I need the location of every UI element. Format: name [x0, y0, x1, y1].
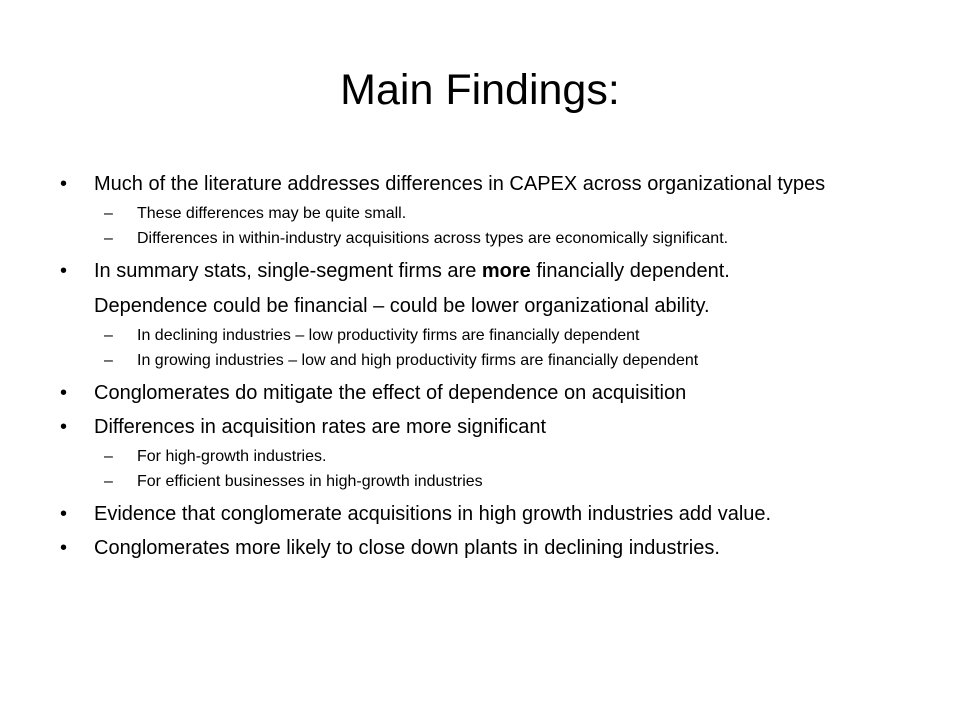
- dash-icon: –: [104, 205, 113, 222]
- bullet-text: Evidence that conglomerate acquisitions in high growth industries add value.: [94, 503, 772, 525]
- sub-bullet-item: [60, 229, 900, 249]
- bullet-item: [60, 415, 900, 439]
- bullet-icon: •: [60, 537, 68, 559]
- bullet-item: [60, 536, 900, 560]
- bullet-text-end: financially dependent.: [530, 260, 730, 282]
- bullet-text: Much of the literature addresses differences in CAPEX across organizational types: [94, 173, 826, 195]
- bullet-item: [60, 259, 900, 318]
- bullet-icon: •: [60, 260, 68, 282]
- bullet-text-start: In summary stats, single-segment firms are: [94, 260, 482, 282]
- sub-bullet-item: [60, 472, 900, 492]
- sub-bullet-item: [60, 351, 900, 371]
- sub-bullet-item: [60, 447, 900, 467]
- sub-bullet-item: [60, 204, 900, 224]
- dash-icon: –: [104, 327, 113, 344]
- bullet-text: Conglomerates do mitigate the effect of dependence on acquisition: [94, 382, 687, 404]
- dash-icon: –: [104, 473, 113, 490]
- bullet-text-bold: more: [481, 260, 531, 282]
- bullet-item: [60, 502, 900, 526]
- sub-bullet-text: For efficient businesses in high-growth industries: [137, 473, 483, 490]
- bullet-text: Conglomerates more likely to close down plants in declining industries.: [94, 537, 720, 559]
- sub-bullet-item: [60, 326, 900, 346]
- bullet-item: [60, 172, 900, 196]
- bullet-icon: •: [60, 416, 68, 438]
- bullet-icon: •: [60, 503, 68, 525]
- bullet-text: Differences in acquisition rates are more significant: [94, 416, 547, 438]
- sub-bullet-text: These differences may be quite small.: [137, 205, 407, 222]
- bullet-icon: •: [60, 382, 68, 404]
- sub-bullet-text: For high-growth industries.: [137, 448, 327, 465]
- dash-icon: –: [104, 352, 113, 369]
- sub-bullet-text: In growing industries – low and high productivity firms are financially dependent: [137, 352, 699, 369]
- bullet-item: [60, 381, 900, 405]
- sub-bullet-text: Differences in within-industry acquisitions across types are economically significant.: [137, 230, 729, 247]
- bullet-list: [60, 172, 900, 570]
- bullet-continuation: Dependence could be financial – could be lower organizational ability.: [94, 295, 710, 317]
- bullet-icon: •: [60, 173, 68, 195]
- dash-icon: –: [104, 230, 113, 247]
- dash-icon: –: [104, 448, 113, 465]
- slide-title: Main Findings:: [340, 66, 620, 114]
- sub-bullet-text: In declining industries – low productivity firms are financially dependent: [137, 327, 640, 344]
